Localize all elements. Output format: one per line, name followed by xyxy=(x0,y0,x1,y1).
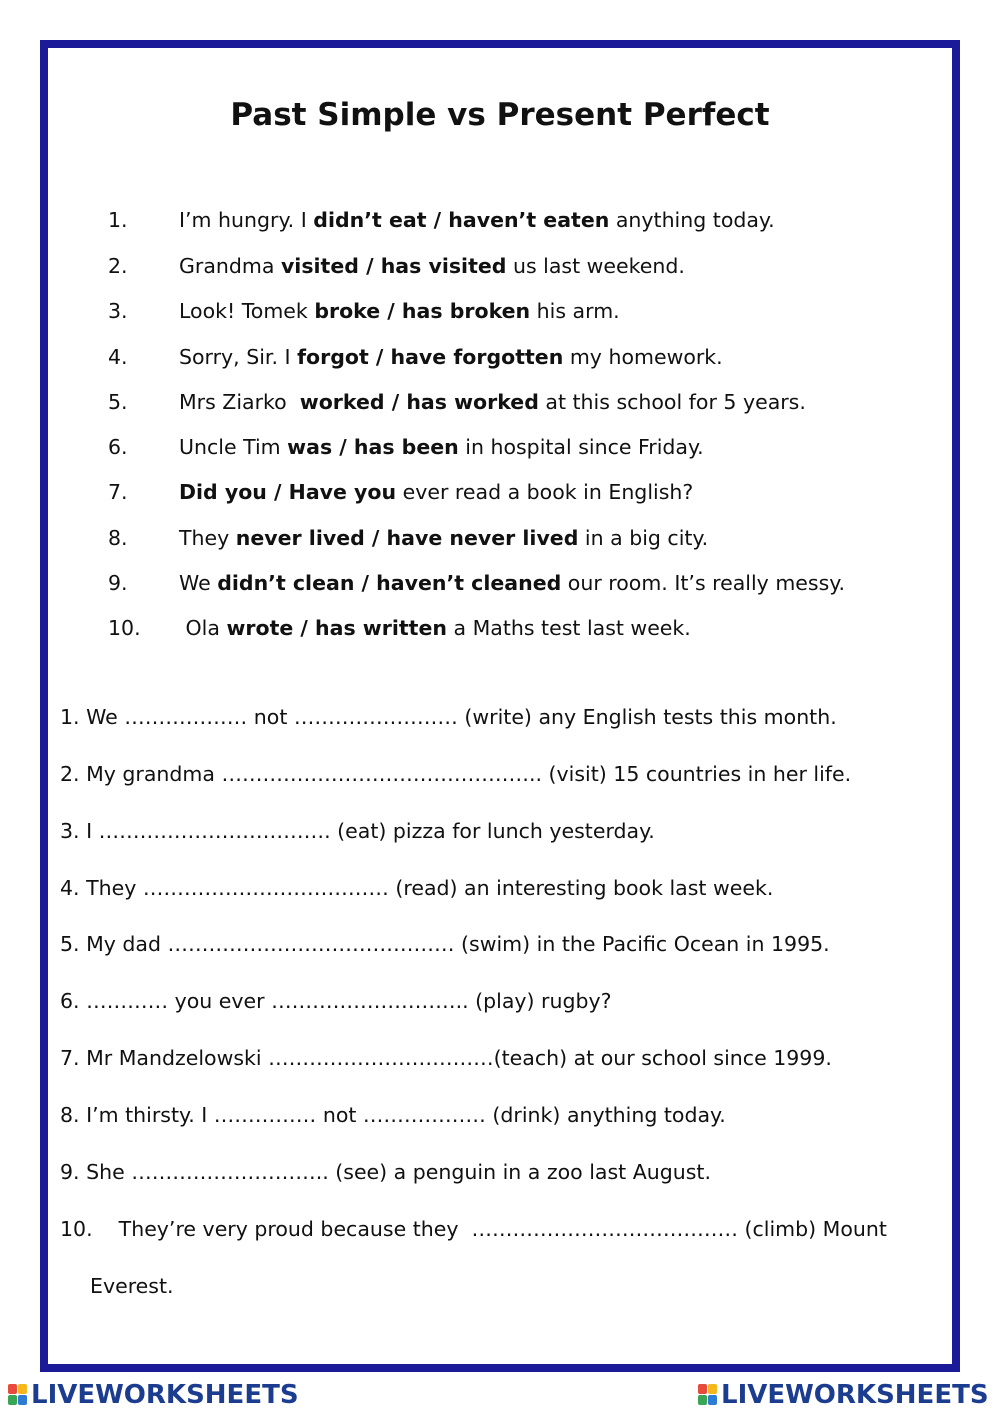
sentence-start: Grandma xyxy=(179,254,281,278)
fill-item xyxy=(60,1160,711,1184)
sentence-end: in a big city. xyxy=(578,526,709,550)
sentence-end: in hospital since Friday. xyxy=(458,435,704,459)
choice-item-sentence xyxy=(179,390,806,414)
sentence-start: They xyxy=(179,526,236,550)
choice-item-number: 4. xyxy=(108,345,128,369)
sentence-start: Mrs Ziarko xyxy=(179,390,300,414)
fill-item xyxy=(60,705,837,729)
choice-item-sentence xyxy=(179,480,693,504)
sentence-end: a Maths test last week. xyxy=(446,616,691,640)
fill-item-number: 4. xyxy=(60,876,80,900)
fill-item-number: 6. xyxy=(60,989,80,1013)
choice-item-sentence xyxy=(179,208,775,232)
fill-item-sentence[interactable]: My dad …………………………………… (swim) in the Pacific Ocean in 1995. xyxy=(79,932,830,956)
choice-item-number: 1. xyxy=(108,208,128,232)
footer-logo-left xyxy=(8,1380,299,1410)
choice-item-sentence xyxy=(179,571,845,595)
choice-item-sentence xyxy=(179,616,691,640)
choice-item-number: 3. xyxy=(108,299,128,323)
fill-item-sentence[interactable]: I’m thirsty. I …………… not ……………… (drink) anything today. xyxy=(79,1103,726,1127)
sentence-end: our room. It’s really messy. xyxy=(561,571,845,595)
sentence-end: anything today. xyxy=(609,208,775,232)
verb-choice-option[interactable]: didn’t eat / haven’t eaten xyxy=(313,208,610,232)
fill-item xyxy=(60,819,655,843)
sentence-start: I’m hungry. I xyxy=(179,208,314,232)
verb-choice-option[interactable]: was / has been xyxy=(287,435,459,459)
sentence-start: We xyxy=(179,571,218,595)
fill-item xyxy=(60,932,830,956)
fill-item-continuation: Everest. xyxy=(90,1274,174,1298)
fill-item xyxy=(60,1103,726,1127)
fill-item xyxy=(60,989,612,1013)
verb-choice-option[interactable]: broke / has broken xyxy=(314,299,531,323)
fill-item-sentence[interactable]: She ……………………….. (see) a penguin in a zoo last August. xyxy=(79,1160,711,1184)
fill-item-number: 5. xyxy=(60,932,80,956)
sentence-end: ever read a book in English? xyxy=(396,480,694,504)
liveworksheets-logo-icon xyxy=(8,1384,28,1406)
fill-item xyxy=(60,1046,832,1070)
fill-item-number: 10. xyxy=(60,1217,93,1241)
fill-item xyxy=(60,876,773,900)
sentence-end: at this school for 5 years. xyxy=(538,390,806,414)
choice-item-sentence xyxy=(179,345,723,369)
footer-logo-right xyxy=(698,1380,989,1410)
fill-item-sentence[interactable]: I ……………………………. (eat) pizza for lunch yesterday. xyxy=(79,819,655,843)
verb-choice-option[interactable]: Did you / Have you xyxy=(179,480,397,504)
fill-item-sentence[interactable]: Mr Mandzelowski ……………………………(teach) at our school since 1999. xyxy=(79,1046,832,1070)
sentence-start: Ola xyxy=(179,616,227,640)
liveworksheets-logo-icon xyxy=(698,1384,718,1406)
fill-item-number: 2. xyxy=(60,762,80,786)
choice-item-number: 9. xyxy=(108,571,128,595)
sentence-end: his arm. xyxy=(530,299,620,323)
fill-item-sentence[interactable]: My grandma ……………………………………….. (visit) 15 countries in her life. xyxy=(79,762,852,786)
choice-item-sentence xyxy=(179,299,620,323)
fill-item-number: 7. xyxy=(60,1046,80,1070)
fill-item-sentence[interactable]: They ……………………………… (read) an interesting book last week. xyxy=(79,876,774,900)
choice-item-sentence xyxy=(179,254,685,278)
fill-item-sentence[interactable]: We ……………… not …………………… (write) any English tests this month. xyxy=(79,705,837,729)
sentence-start: Sorry, Sir. I xyxy=(179,345,298,369)
verb-choice-option[interactable]: wrote / has written xyxy=(226,616,447,640)
choice-item-number: 2. xyxy=(108,254,128,278)
verb-choice-option[interactable]: forgot / have forgotten xyxy=(297,345,564,369)
verb-choice-option[interactable]: worked / has worked xyxy=(299,390,539,414)
choice-item-number: 7. xyxy=(108,480,128,504)
choice-item-number: 5. xyxy=(108,390,128,414)
sentence-end: us last weekend. xyxy=(506,254,685,278)
fill-item xyxy=(60,762,851,786)
worksheet-title: Past Simple vs Present Perfect xyxy=(230,97,770,133)
choice-item-number: 10. xyxy=(108,616,141,640)
fill-item-number: 1. xyxy=(60,705,80,729)
verb-choice-option[interactable]: never lived / have never lived xyxy=(235,526,579,550)
choice-item-sentence xyxy=(179,526,708,550)
fill-item-number: 8. xyxy=(60,1103,80,1127)
fill-item-number: 9. xyxy=(60,1160,80,1184)
fill-item-sentence[interactable]: They’re very proud because they ………………………………… (climb) Mount xyxy=(92,1217,887,1241)
fill-item-number: 3. xyxy=(60,819,80,843)
verb-choice-option[interactable]: didn’t clean / haven’t cleaned xyxy=(217,571,562,595)
choice-item-number: 8. xyxy=(108,526,128,550)
fill-item xyxy=(60,1217,887,1241)
sentence-start: Uncle Tim xyxy=(179,435,288,459)
verb-choice-option[interactable]: visited / has visited xyxy=(280,254,507,278)
logo-text: LIVEWORKSHEETS xyxy=(721,1380,989,1410)
fill-item-sentence[interactable]: ………… you ever ……………………….. (play) rugby? xyxy=(79,989,612,1013)
choice-item-number: 6. xyxy=(108,435,128,459)
sentence-start: Look! Tomek xyxy=(179,299,315,323)
logo-text: LIVEWORKSHEETS xyxy=(31,1380,299,1410)
sentence-end: my homework. xyxy=(563,345,723,369)
choice-item-sentence xyxy=(179,435,704,459)
